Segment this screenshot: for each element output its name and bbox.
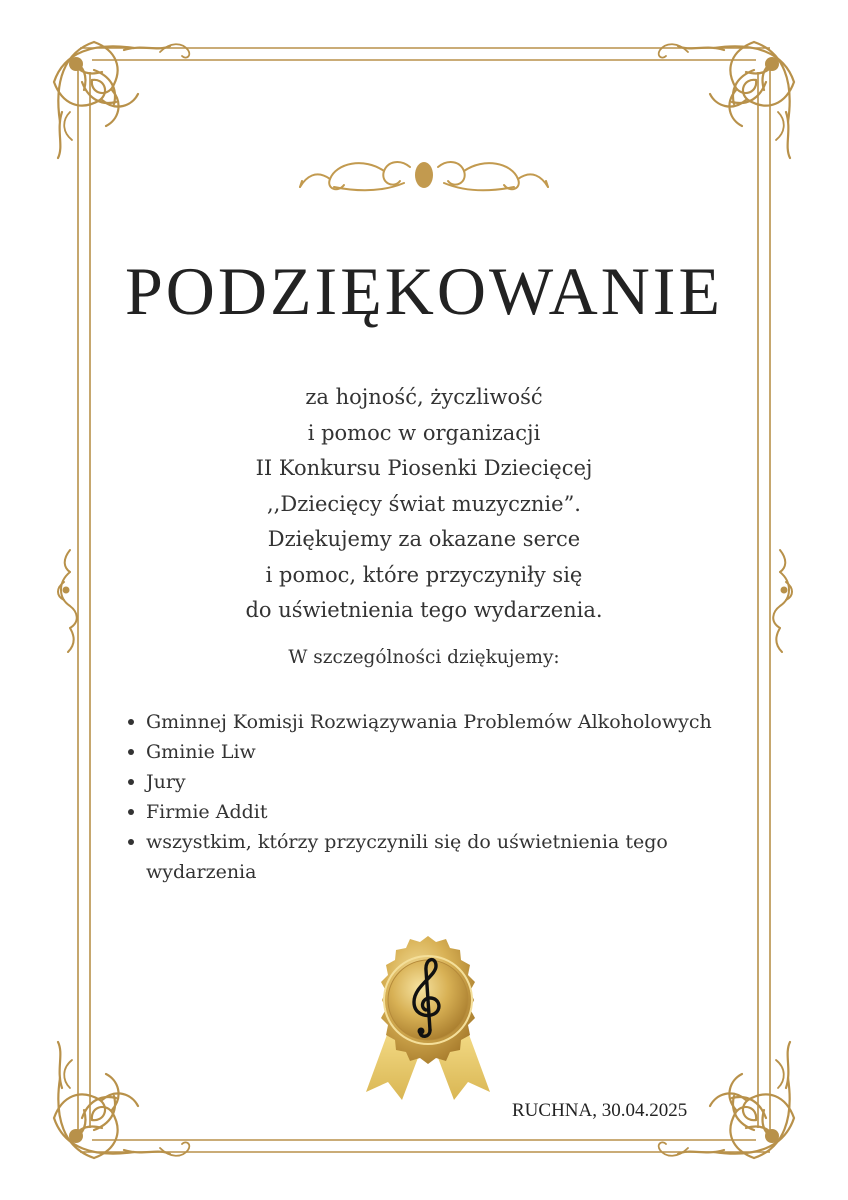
- bullet-icon: [128, 779, 134, 785]
- bullet-icon: [128, 719, 134, 725]
- treble-clef-icon: [358, 932, 498, 1102]
- list-item: Gminnej Komisji Rozwiązywania Problemów Alkoholowych: [128, 707, 768, 737]
- body-line: do uświetnienia tego wydarzenia.: [245, 598, 603, 622]
- list-item: Jury: [128, 767, 768, 797]
- body-line: Dziękujemy za okazane serce: [267, 527, 581, 551]
- bullet-icon: [128, 809, 134, 815]
- bullet-icon: [128, 839, 134, 845]
- body-line: i pomoc, które przyczyniły się: [265, 562, 583, 587]
- body-line: i pomoc w organizacji: [307, 420, 541, 445]
- thanks-list: [128, 707, 768, 887]
- bullet-icon: [128, 749, 134, 755]
- date-place: RUCHNA, 30.04.2025: [512, 1100, 688, 1121]
- list-item: wszystkim, którzy przyczynili się do uświetnienia tego wydarzenia: [128, 827, 768, 887]
- list-intro: W szczególności dziękujemy:: [288, 647, 560, 668]
- body-line: za hojność, życzliwość: [305, 385, 543, 409]
- thanks-paragraph: [0, 380, 848, 629]
- page-title: PODZIĘKOWANIE: [124, 253, 723, 329]
- medal: [358, 932, 498, 1106]
- top-flourish: [300, 162, 548, 190]
- body-line: II Konkursu Piosenki Dziecięcej: [255, 456, 593, 480]
- list-item: Gminie Liw: [128, 737, 768, 767]
- list-item: Firmie Addit: [128, 797, 768, 827]
- body-line: ,,Dziecięcy świat muzycznie”.: [267, 491, 581, 516]
